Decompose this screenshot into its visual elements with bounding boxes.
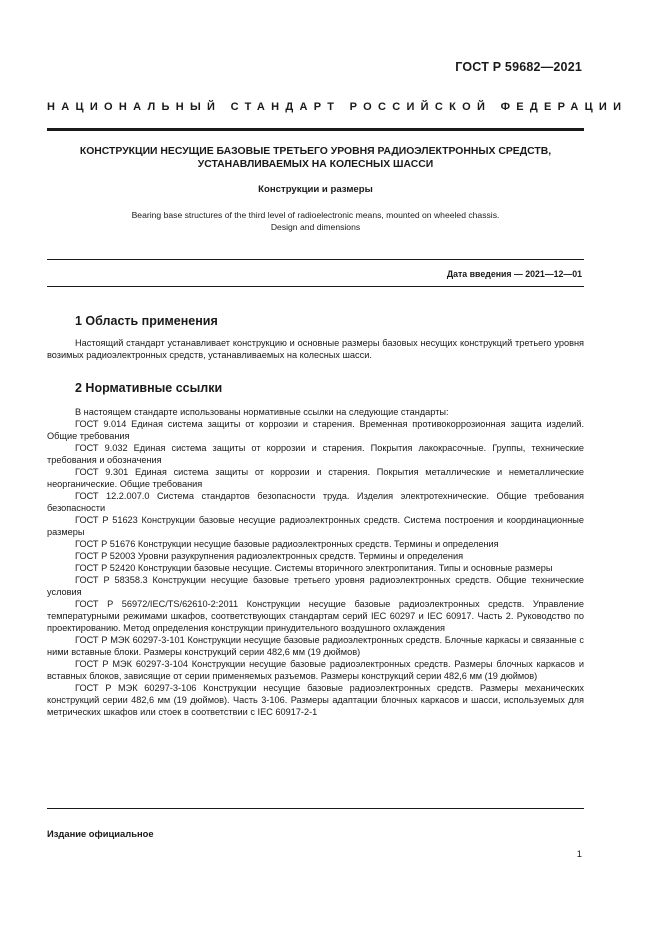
header-rule — [47, 128, 584, 131]
section-2-heading: 2 Нормативные ссылки — [75, 381, 223, 395]
reference-item: ГОСТ Р МЭК 60297-3-101 Конструкции несущие базовые радиоэлектронных средств. Блочные каркасы и связанные с ними вставные блоки. Размеры конструкций серии 482,6 мм (19 дюймов) — [47, 635, 584, 657]
reference-item: ГОСТ 9.032 Единая система защиты от коррозии и старения. Покрытия лакокрасочные. Группы, технические требования и обозначения — [47, 443, 584, 465]
english-title-line-2: Design and dimensions — [270, 222, 361, 232]
section-1-paragraph: Настоящий стандарт устанавливает конструкцию и основные размеры базовых несущих конструкций третьего уровня возимых радиоэлектронных средств, устанавливаемых на колесных шасси. — [47, 338, 584, 360]
title-rule — [47, 259, 584, 260]
introduction-date: Дата введения — 2021—12—01 — [446, 269, 582, 279]
title-line-1: КОНСТРУКЦИИ НЕСУЩИЕ БАЗОВЫЕ ТРЕТЬЕГО УРОВНЯ РАДИОЭЛЕКТРОННЫХ СРЕДСТВ, — [79, 146, 552, 157]
reference-item: ГОСТ Р 51623 Конструкции базовые несущие радиоэлектронных средств. Система построения и координационные размеры — [47, 515, 584, 537]
reference-item: ГОСТ Р 51676 Конструкции несущие базовые радиоэлектронных средств. Термины и определения — [75, 539, 499, 549]
reference-item: ГОСТ 12.2.007.0 Система стандартов безопасности труда. Изделия электротехнические. Общие требования безопасности — [47, 491, 584, 513]
document-subtitle: Конструкции и размеры — [258, 184, 373, 195]
footer-rule — [47, 808, 584, 809]
reference-item: ГОСТ Р 52003 Уровни разукрупнения радиоэлектронных средств. Термины и определения — [75, 551, 464, 561]
reference-item: ГОСТ Р 52420 Конструкции базовые несущие. Системы вторичного электропитания. Типы и основные размеры — [75, 563, 553, 573]
page-number: 1 — [576, 848, 582, 859]
official-edition-label: Издание официальное — [47, 828, 154, 839]
reference-item: ГОСТ Р МЭК 60297-3-106 Конструкции несущие базовые радиоэлектронных средств. Размеры механических конструкций серии 482,6 мм (19 дюймов). Часть 3-106. Размеры адаптации блочных каркасов и шасси, используемых для метрических шкафов или стоек в соответствии с IEC 60917-2-1 — [47, 683, 584, 717]
reference-item: ГОСТ Р 56972/IEC/TS/62610-2:2011 Конструкции несущие базовые радиоэлектронных средств. Управление температурными режимами шкафов, соответствующих стандартам серий IEC 60297 и IEC 60917. Часть 2. Руководство по проектированию. Метод определения конструкции принудительного воздушного охлаждения — [47, 599, 584, 633]
section-1-body — [47, 337, 584, 361]
english-title-line-1: Bearing base structures of the third level of radioelectronic means, mounted on wheeled chassis. — [131, 210, 500, 220]
reference-intro: В настоящем стандарте использованы нормативные ссылки на следующие стандарты: — [75, 407, 449, 417]
english-title — [47, 209, 584, 233]
section-2-body — [47, 406, 584, 718]
national-standard-banner: НАЦИОНАЛЬНЫЙ СТАНДАРТ РОССИЙСКОЙ ФЕДЕРАЦИИ — [47, 101, 628, 113]
section-1-heading: 1 Область применения — [75, 314, 218, 328]
document-title — [47, 145, 584, 171]
document-code: ГОСТ Р 59682—2021 — [455, 60, 582, 74]
reference-item: ГОСТ 9.301 Единая система защиты от коррозии и старения. Покрытия металлические и неметаллические неорганические. Общие требования — [47, 467, 584, 489]
date-rule — [47, 286, 584, 287]
reference-item: ГОСТ Р 58358.3 Конструкции несущие базовые третьего уровня радиоэлектронных средств. Общие технические условия — [47, 575, 584, 597]
reference-item: ГОСТ 9.014 Единая система защиты от коррозии и старения. Временная противокоррозионная защита изделий. Общие требования — [47, 419, 584, 441]
reference-item: ГОСТ Р МЭК 60297-3-104 Конструкции несущие базовые радиоэлектронных средств. Размеры блочных каркасов и вставных блоков, зависящие от серии применяемых разъемов. Размеры конструкций серии 482,6 мм (19 дюймов) — [47, 659, 584, 681]
title-line-2: УСТАНАВЛИВАЕМЫХ НА КОЛЕСНЫХ ШАССИ — [197, 159, 434, 170]
